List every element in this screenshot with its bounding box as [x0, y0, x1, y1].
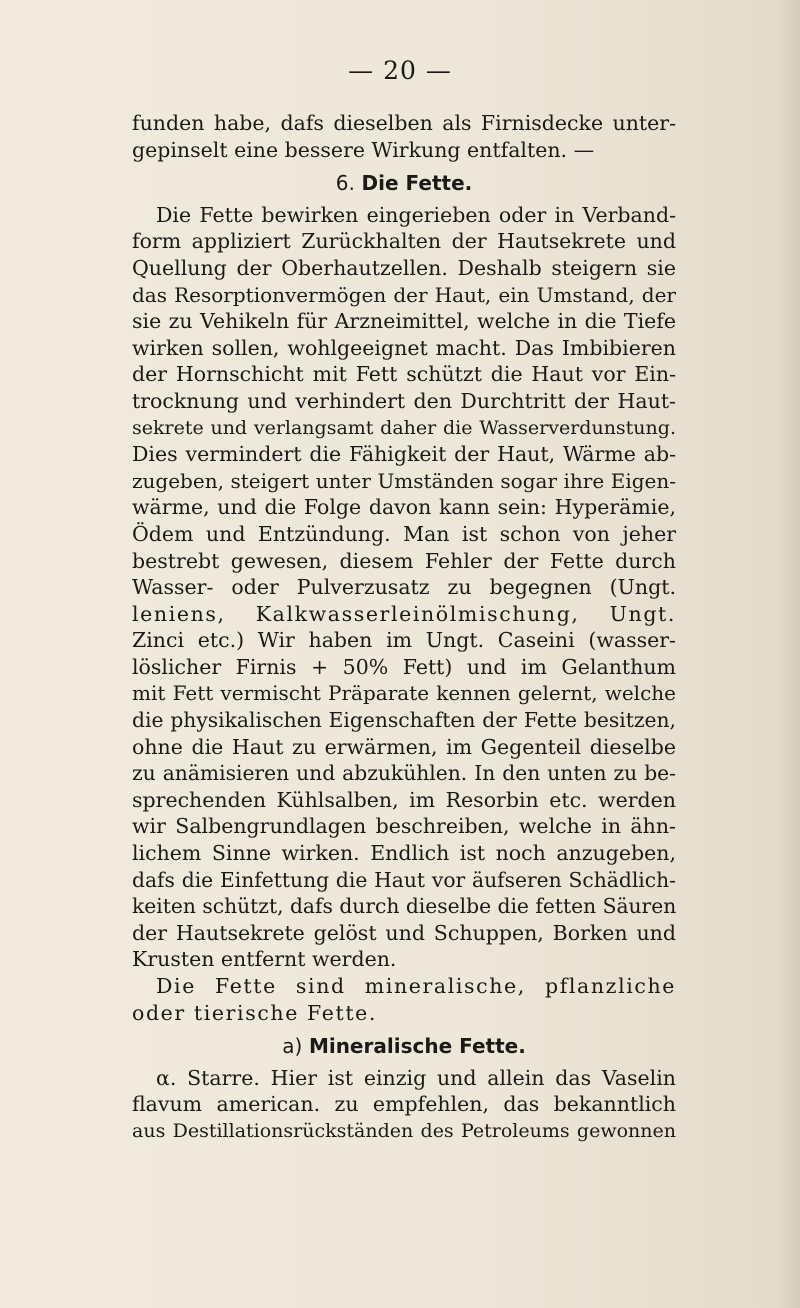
text-line: bestrebt gewesen, diesem Fehler der Fette durch [132, 548, 676, 573]
page-body [132, 110, 676, 1145]
subsection-heading [132, 1033, 676, 1060]
text-line: aus Destillationsrückständen des Petroleums gewonnen [132, 1119, 676, 1142]
text-line: Wasser- oder Pulverzusatz zu begegnen (Ungt. [132, 575, 676, 600]
section-heading [132, 170, 676, 197]
text-line: keiten schützt, dafs durch dieselbe die fetten Säuren [132, 894, 677, 919]
text-line: oder tierische Fette. [132, 1000, 378, 1025]
text-line: wir Salbengrundlagen beschreiben, welche in ähn- [132, 814, 676, 839]
section-title: Die Fette. [361, 171, 473, 196]
text-line: sekrete und verlangsamt daher die Wasserverdunstung. [132, 416, 676, 439]
text-line: Die Fette bewirken eingerieben oder in Verband- [156, 202, 676, 227]
text-line: funden habe, dafs dieselben als Firnisdecke unter- [132, 111, 676, 135]
text-line: der Hornschicht mit Fett schützt die Haut vor Ein- [132, 362, 676, 387]
text-line: dafs die Einfettung die Haut vor äufseren Schädlich- [132, 867, 676, 892]
text-line: mit Fett vermischt Präparate kennen gelernt, welche [132, 681, 676, 706]
text-line: das Resorptionvermögen der Haut, ein Umstand, der [132, 282, 676, 307]
text-line: Krusten entfernt werden. [132, 947, 397, 972]
text-line: lichem Sinne wirken. Endlich ist noch anzugeben, [132, 841, 676, 866]
text-line: wärme, und die Folge davon kann sein: Hyperämie, [132, 495, 676, 520]
text-line: trocknung und verhindert den Durchtritt der Haut- [132, 388, 676, 413]
section-number: 6. [335, 171, 355, 196]
page-number: — 20 — [348, 56, 452, 85]
text-line: sie zu Vehikeln für Arzneimittel, welche in die Tiefe [132, 309, 676, 334]
section-paragraph [132, 202, 676, 973]
text-line: α. Starre. Hier ist einzig und allein das Vaselin [156, 1065, 676, 1090]
subsection-paragraph [132, 1065, 676, 1145]
text-line: zugeben, steigert unter Umständen sogar ihre Eigen- [132, 468, 676, 493]
subsection-number: a) [282, 1034, 303, 1059]
intro-paragraph [132, 110, 676, 163]
text-line: gepinselt eine bessere Wirkung entfalten. — [132, 137, 595, 162]
text-line: Dies vermindert die Fähigkeit der Haut, Wärme ab- [132, 442, 676, 467]
text-line: löslicher Firnis + 50% Fett) und im Gelanthum [132, 654, 676, 679]
text-line: leniens, Kalkwasserleinölmischung, Ungt. [132, 601, 676, 626]
text-line: wirken sollen, wohlgeeignet macht. Das Imbibieren [132, 335, 676, 360]
text-line: Zinci etc.) Wir haben im Ungt. Caseini (wasser- [132, 628, 676, 653]
text-line: der Hautsekrete gelöst und Schuppen, Borken und [132, 920, 676, 945]
subsection-title: Mineralische Fette. [308, 1034, 526, 1059]
text-line: Ödem und Entzündung. Man ist schon von jeher [132, 521, 676, 546]
classification-paragraph [132, 973, 676, 1026]
text-line: flavum american. zu empfehlen, das bekanntlich [132, 1092, 676, 1117]
text-line: die physikalischen Eigenschaften der Fette besitzen, [132, 708, 676, 733]
text-line: Quellung der Oberhautzellen. Deshalb steigern sie [132, 255, 676, 280]
text-line: Die Fette sind mineralische, pflanzliche [156, 974, 676, 998]
text-line: ohne die Haut zu erwärmen, im Gegenteil dieselbe [132, 734, 676, 759]
text-line: form appliziert Zurückhalten der Hautsekrete und [132, 229, 676, 254]
text-line: zu anämisieren und abzukühlen. In den unten zu be- [132, 761, 676, 786]
text-line: sprechenden Kühlsalben, im Resorbin etc. werden [132, 787, 676, 812]
